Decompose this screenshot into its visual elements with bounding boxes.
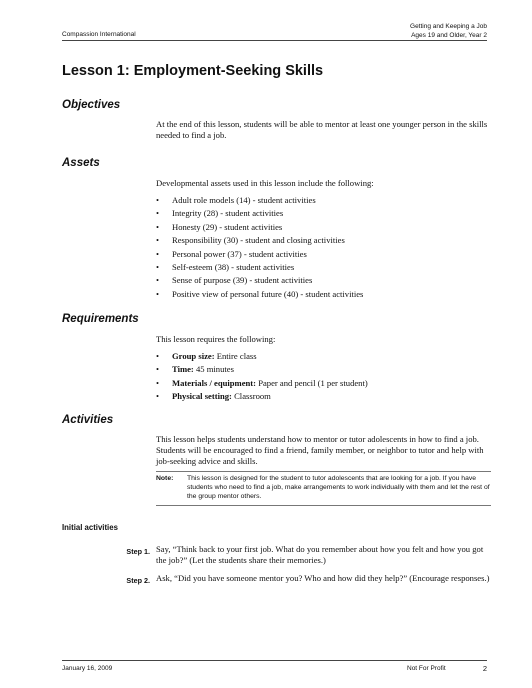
- list-item: • Sense of purpose (39) - student activities: [156, 274, 491, 287]
- requirement-label: Physical setting:: [172, 391, 232, 402]
- requirement-value: Classroom: [234, 391, 271, 402]
- assets-heading: Assets: [62, 157, 100, 169]
- objectives-section: [156, 119, 491, 141]
- list-item: [156, 350, 491, 363]
- requirement-value: Entire class: [216, 351, 257, 361]
- list-item: [156, 363, 491, 376]
- bullet-icon: •: [156, 195, 160, 205]
- list-item: • Responsibility (30) - student and closing activities: [156, 234, 491, 247]
- bullet-icon: •: [156, 208, 160, 219]
- step-text: Say, “Think back to your first job. What do you remember about how you felt and how you got the job?” (Let the students share their memories.): [156, 544, 484, 565]
- header-course-title: Getting and Keeping a Job: [410, 23, 487, 30]
- footer-date: January 16, 2009: [62, 665, 113, 672]
- requirements-section: [156, 334, 491, 404]
- requirements-list: [156, 350, 491, 404]
- note-label: Note:: [156, 475, 174, 482]
- requirements-intro: This lesson requires the following:: [156, 334, 276, 344]
- header-course-level: Ages 19 and Older, Year 2: [411, 32, 487, 39]
- list-item: [156, 377, 491, 390]
- page-title: Lesson 1: Employment-Seeking Skills: [62, 63, 324, 79]
- bullet-icon: •: [156, 248, 160, 259]
- requirement-value: 45 minutes: [195, 364, 234, 375]
- bullet-icon: •: [156, 391, 160, 402]
- bullet-icon: •: [156, 351, 160, 361]
- bullet-icon: •: [156, 364, 160, 375]
- header-organization: Compassion International: [62, 31, 136, 38]
- bullet-icon: •: [156, 377, 160, 388]
- list-item: • Adult role models (14) - student activities: [156, 194, 491, 207]
- footer-status: Not For Profit: [407, 665, 446, 672]
- requirement-label: Materials / equipment:: [172, 377, 257, 388]
- initial-activities-heading: Initial activities: [62, 523, 118, 532]
- list-item: • Honesty (29) - student activities: [156, 221, 491, 234]
- bullet-icon: •: [156, 235, 160, 246]
- bullet-icon: •: [156, 275, 160, 286]
- note-box: [156, 471, 491, 506]
- note-text: This lesson is designed for the student to tutor adolescents that are looking for a job. If you have students who need to find a job, make arrangements to work individually with them and let the rest of the group mentor others.: [187, 475, 490, 500]
- requirement-label: Time:: [172, 364, 194, 375]
- assets-intro: Developmental assets used in this lesson include the following:: [156, 178, 374, 188]
- step-label: Step 2.: [126, 576, 150, 585]
- list-item: [156, 390, 491, 403]
- bullet-icon: •: [156, 262, 160, 273]
- bullet-icon: •: [156, 288, 160, 299]
- page-number: 2: [482, 664, 487, 673]
- bullet-icon: •: [156, 221, 160, 232]
- activities-heading: Activities: [62, 414, 114, 426]
- requirement-value: Paper and pencil (1 per student): [258, 377, 368, 388]
- activities-section: [156, 434, 491, 467]
- list-item: • Self-esteem (38) - student activities: [156, 261, 491, 274]
- assets-list: [156, 194, 491, 301]
- requirement-label: Group size:: [172, 351, 215, 361]
- assets-section: [156, 178, 491, 301]
- header-course-info: [410, 22, 487, 40]
- list-item: • Personal power (37) - student activities: [156, 248, 491, 261]
- step-text: Ask, “Did you have someone mentor you? Who and how did they help?” (Encourage responses.): [156, 573, 490, 583]
- header-divider: [62, 40, 487, 41]
- step-label: Step 1.: [126, 547, 150, 556]
- activities-text: This lesson helps students understand how to mentor or tutor adolescents in how to find a job. Students will be encouraged to find a friend, family member, or neighbor to tutor and help with job-seeking advice and skills.: [156, 434, 484, 466]
- list-item: • Integrity (28) - student activities: [156, 207, 491, 220]
- requirements-heading: Requirements: [62, 313, 139, 325]
- objectives-heading: Objectives: [62, 99, 121, 111]
- list-item: • Positive view of personal future (40) - student activities: [156, 288, 491, 301]
- footer-divider: [62, 660, 487, 661]
- objectives-text: At the end of this lesson, students will be able to mentor at least one younger person in the skills needed to find a job.: [156, 119, 488, 140]
